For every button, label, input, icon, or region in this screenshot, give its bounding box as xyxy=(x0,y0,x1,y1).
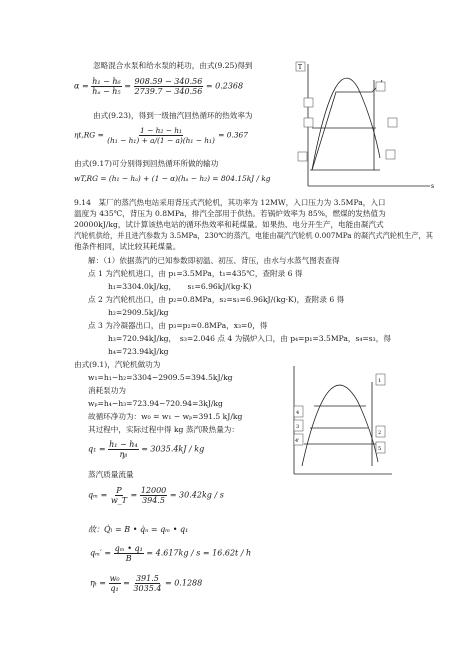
ts-diagram-2 xyxy=(288,362,398,482)
diagram2-label: 2 xyxy=(378,430,382,436)
equation-eta-t: ηₜ = $\frac{\text{w₀}}{\text{q₁}}$ = $\frac{391.5}{3035.4}$ = 0.1288 xyxy=(90,574,203,593)
solution-line: 由式(9.1)，汽轮机做功为 xyxy=(74,360,161,369)
problem-line: 20000kJ/kg，试计算该热电站的循环热效率和耗煤量。如果热、电分开生产，电能由凝汽式 xyxy=(74,220,384,229)
problem-line: 温度为 435℃，背压为 0.8MPa，排汽全部用于供热。若锅炉效率为 85%，燃煤的发热值为 xyxy=(74,209,386,218)
equation-q1: q₁ = $\frac{\text{h₁ − h₄}}{\text{ηᵦ}}$ = 3035.4kJ / kg xyxy=(88,440,205,459)
diagram2-label: 4 xyxy=(296,410,300,416)
solution-line: 点 3 为冷凝器出口，由 p₃=p₂=0.8MPa，x₃=0，得 xyxy=(88,321,268,330)
solution-line: h₁=3304.0kJ/kg， s₁=6.96kJ/(kg·K) xyxy=(108,282,252,291)
solution-line: 点 2 为汽轮机出口，由 p₂=0.8MPa，s₂=s₁=6.96kJ/(kg·K)，查附录 6 得 xyxy=(88,295,345,304)
solution-line: wₚ=h₄−h₃=723.94−720.94=3kJ/kg xyxy=(88,399,223,408)
text-line: 由式(9.17)可分别得到回热循环所做的输功 xyxy=(74,159,219,168)
solution-line: 蒸汽质量流量 xyxy=(88,470,134,479)
diagram2-label: 1 xyxy=(378,378,382,384)
diagram2-label: 3 xyxy=(296,424,300,430)
equation-qm-prime: qₘ′ = $\frac{\text{qₘ • q₁}}{B}$ = 4.617kg / s = 16.62t / h xyxy=(90,544,252,563)
axis-label-x: s xyxy=(431,183,435,190)
solution-line: 点 1 为汽轮机进口，由 p₁=3.5MPa，t₁=435℃，查附录 6 得 xyxy=(88,269,303,278)
solution-line: 故循环净功为：w₀ = w₁ − wₚ=391.5 kJ/kg xyxy=(88,412,243,421)
solution-line: h₃=720.94kJ/kg， s₃=2.046 点 4 为锅炉入口，由 p₄=p₁=3.5MPa，s₄=s₃，得 xyxy=(108,334,391,343)
ts-diagram-1 xyxy=(280,58,460,198)
axis-label-y: T xyxy=(298,64,303,71)
solution-line: h₄=723.94kJ/kg xyxy=(108,347,169,356)
diagram2-label: 5 xyxy=(378,446,382,452)
equation-alpha: α = $\frac{\text{h₁ − h₆}}{\text{hₐ − h₅}}$ = $\frac{908.59 - 340.56}{2739.7 - 340.56}$ = 0.2368 xyxy=(74,77,244,96)
solution-line: 消耗泵功为 xyxy=(88,386,126,395)
text-line: 忽略混合水泵和给水泵的耗功，由式(9.25)得到 xyxy=(93,61,253,70)
solution-line: h₂=2909.5kJ/kg xyxy=(108,308,169,317)
problem-line: 汽轮机供给，并且进汽参数为 3.5MPa，230℃的蒸汽，电能由凝汽汽轮机 0.007MPa 的凝汽式汽轮机生产，其 xyxy=(74,231,433,240)
solution-line: w₁=h₁−h₂=3304−2909.5=394.5kJ/kg xyxy=(88,373,233,382)
solution-line: 解：（1）依据蒸汽的已知参数即初温、初压、背压，由水与水蒸气图表查得 xyxy=(88,256,340,265)
equation-eta: ηt,RG = $\frac{\text{1 − h₂ − h₁}}{\text{(h₁ − h₁) + a/(1 − a)(h₁ − h₁)}}$ = 0.367 xyxy=(74,126,248,145)
solution-line: 其过程中，实际过程中得 kg 蒸汽吸热量为： xyxy=(88,425,239,434)
text-line: 由式(9.23)，得到一级抽汽回热循环的热效率为 xyxy=(93,111,253,120)
problem-line: 他条件相同，试比较其耗煤量。 xyxy=(74,242,181,251)
equation-qm: qₘ = $\frac{P}{w\_T}$ = $\frac{12000}{394.5}$ = 30.42kg / s xyxy=(88,486,224,505)
diagram2-label: 4' xyxy=(295,438,300,444)
equation-balance: 故：Q̇ₗ = B • q̇ₙ = qₘ • q₁ xyxy=(88,525,189,534)
problem-line: 9.14 某厂的蒸汽热电站采用背压式汽轮机，其功率为 12MW，入口压力为 3.5MPa，入口 xyxy=(74,198,386,207)
equation-w: wT,RG = (h₁ − hₐ) + (1 − α)(hₐ − h₂) = 804.15kJ / kg xyxy=(74,174,271,183)
